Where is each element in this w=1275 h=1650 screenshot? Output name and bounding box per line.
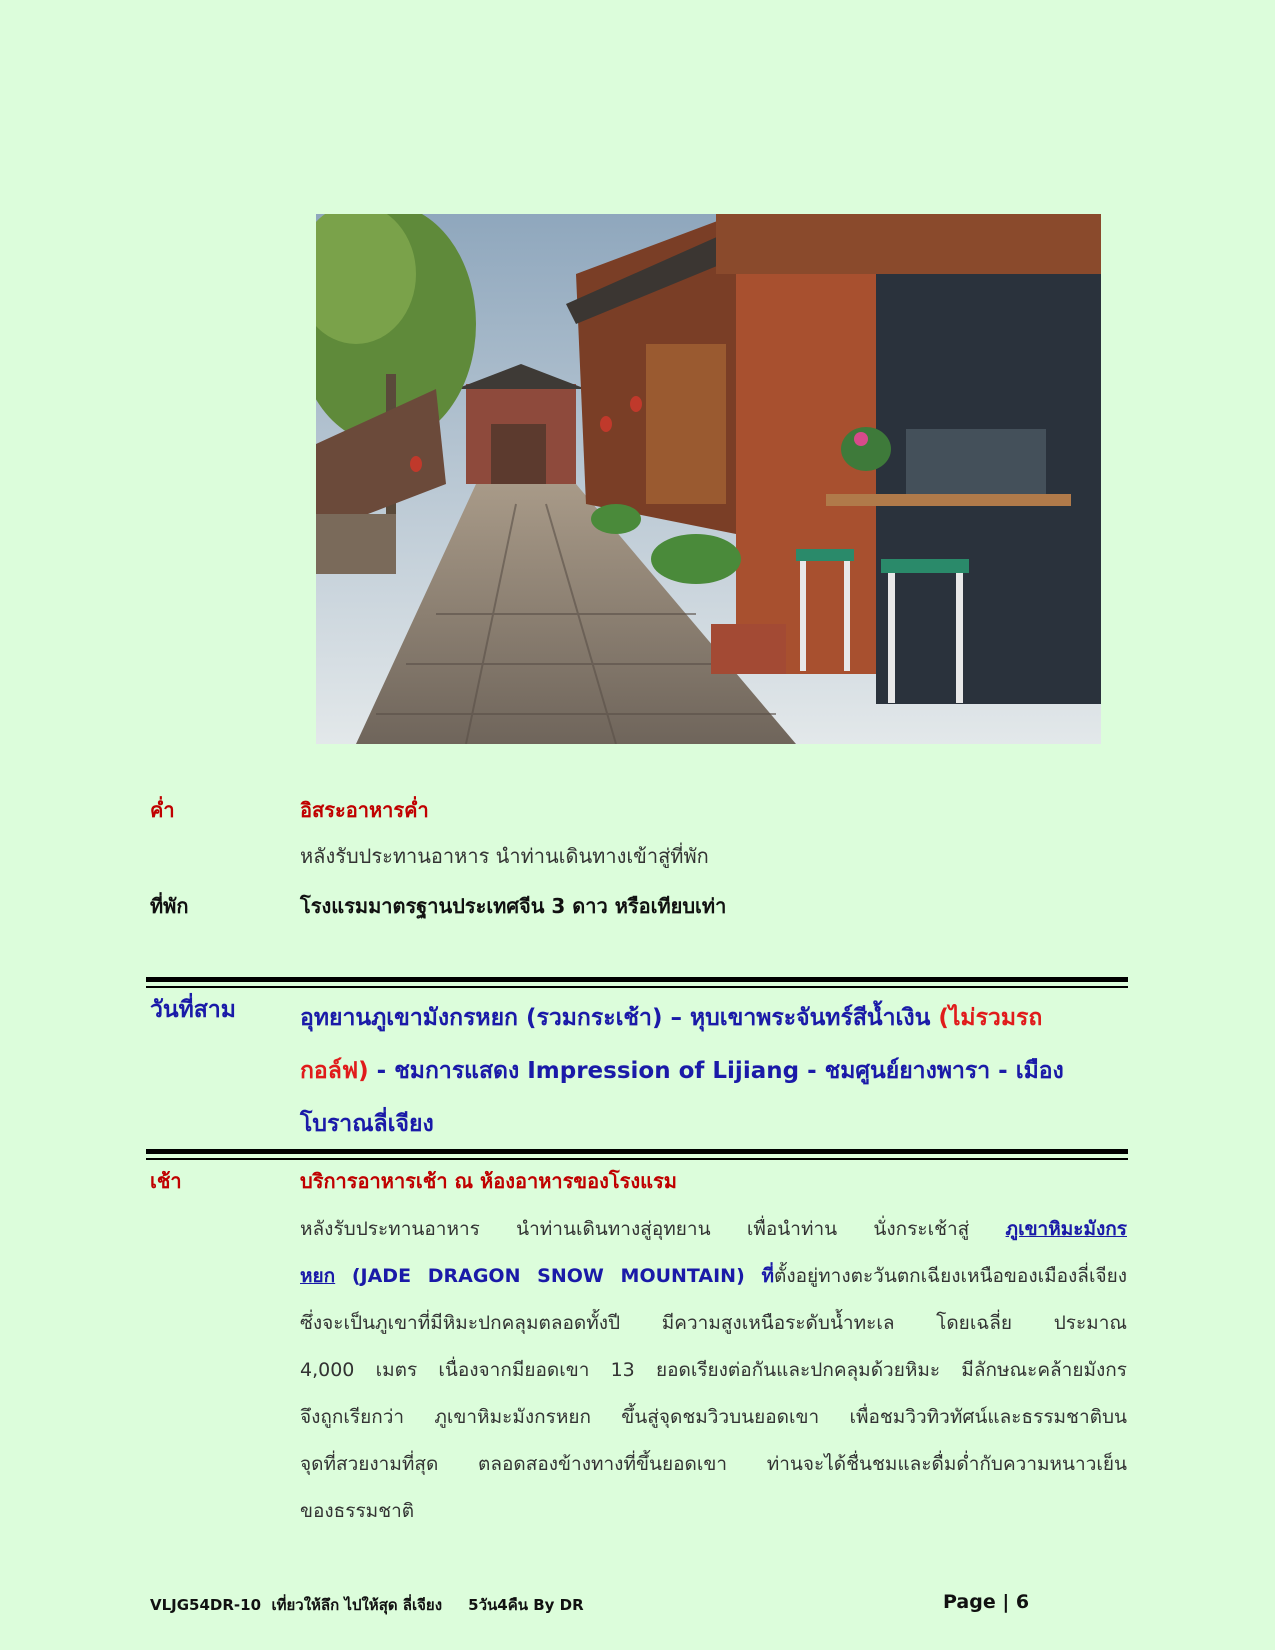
accommodation-text: โรงแรมมาตรฐานประเทศจีน 3 ดาว หรือเทียบเท่า: [300, 894, 727, 918]
day-header-top-rule: [146, 977, 1128, 988]
footer-page-number: Page | 6: [943, 1591, 1030, 1613]
description-text: ตั้งอยู่ทางตะวันตกเฉียงเหนือของเมืองลี่เจียง: [773, 1265, 1127, 1287]
day3-title: [300, 992, 1127, 1151]
description-text: หลังรับประทานอาหาร นำท่านเดินทางสู่อุทยาน เพื่อนำท่าน นั่งกระเช้าสู่: [300, 1218, 1006, 1240]
dinner-label: ค่ำ: [150, 798, 175, 822]
description-line-6: จุดที่สวยงามที่สุด ตลอดสองข้างทางที่ขึ้นยอดเขา ท่านจะได้ชื่นชมและดื่มด่ำกับความหนาวเย็น: [300, 1453, 1127, 1475]
footer-tour-code: VLJG54DR-10 เที่ยวให้ลึก ไปให้สุด ลี่เจียง 5วัน4คืน By DR: [150, 1596, 584, 1614]
dinner-row: [150, 794, 1127, 824]
breakfast-title: บริการอาหารเช้า ณ ห้องอาหารของโรงแรม: [300, 1169, 677, 1193]
day3-title-part4: - ชมการแสดง Impression of Lijiang - ชมศูนย์ยางพารา - เมือง: [368, 1058, 1064, 1084]
day3-title-part3: กอล์ฟ): [300, 1058, 369, 1084]
day3-description: [300, 1206, 1127, 1535]
description-line-1: [300, 1206, 1127, 1253]
day3-title-part2: (ไม่รวมรถ: [938, 1005, 1043, 1031]
description-line-3: ซึ่งจะเป็นภูเขาที่มีหิมะปกคลุมตลอดทั้งปี มีความสูงเหนือระดับน้ำทะเล โดยเฉลี่ย ประมาณ: [300, 1312, 1127, 1334]
accommodation-label: ที่พัก: [150, 894, 189, 918]
day3-title-part5: โบราณลี่เจียง: [300, 1111, 434, 1137]
day3-label: วันที่สาม: [150, 997, 236, 1023]
day3-title-part1: อุทยานภูเขามังกรหยก (รวมกระเช้า) – หุบเขาพระจันทร์สีน้ำเงิน: [300, 1005, 939, 1031]
description-line-4: 4,000 เมตร เนื่องจากมียอดเขา 13 ยอดเรียงต่อกันและปกคลุมด้วยหิมะ มีลักษณะคล้ายมังกร: [300, 1359, 1127, 1381]
street-illustration: [316, 214, 1101, 744]
dinner-detail: หลังรับประทานอาหาร นำท่านเดินทางเข้าสู่ที่พัก: [300, 844, 709, 868]
dinner-title: อิสระอาหารค่ำ: [300, 798, 429, 822]
jade-dragon-link[interactable]: ภูเขาหิมะมังกร: [1005, 1218, 1127, 1240]
jade-dragon-english-name: (JADE DRAGON SNOW MOUNTAIN) ที่: [335, 1265, 774, 1287]
description-line-5: จึงถูกเรียกว่า ภูเขาหิมะมังกรหยก ขึ้นสู่จุดชมวิวบนยอดเขา เพื่อชมวิวทิวทัศน์และธรรมชาติบน: [300, 1406, 1127, 1428]
description-line-2: [300, 1253, 1127, 1300]
lijiang-old-town-photo: [316, 214, 1101, 744]
day-header-bottom-rule: [146, 1149, 1128, 1160]
jade-dragon-link-cont[interactable]: หยก: [300, 1265, 336, 1287]
description-line-7: ของธรรมชาติ: [300, 1500, 415, 1522]
breakfast-label: เช้า: [150, 1169, 182, 1193]
